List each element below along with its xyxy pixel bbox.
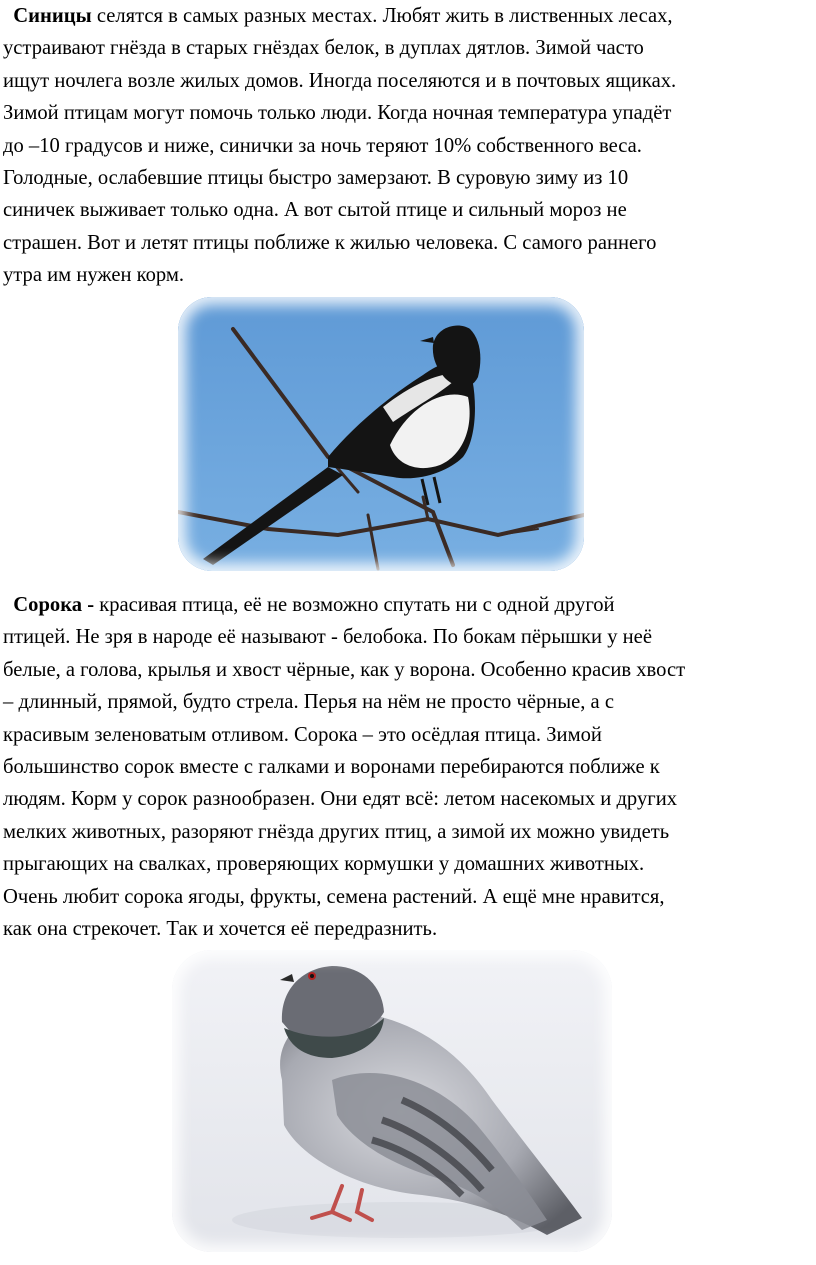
paragraph-line: прыгающих на свалках, проверяющих кормушки у домашних животных.	[3, 853, 645, 876]
paragraph-line: – длинный, прямой, будто стрела. Перья на нём не просто чёрные, а с	[3, 691, 614, 714]
paragraph-line: селятся в самых разных местах. Любят жить в лиственных лесах,	[91, 5, 673, 27]
paragraph-line: страшен. Вот и летят птицы поближе к жилью человека. С самого раннего	[3, 231, 657, 254]
paragraph-line: ищут ночлега возле жилых домов. Иногда поселяются и в почтовых ящиках.	[3, 69, 677, 92]
paragraph-line: Зимой птицам могут помочь только люди. Когда ночная температура упадёт	[3, 102, 672, 125]
paragraph-line: большинство сорок вместе с галками и воронами перебираются поближе к	[3, 756, 660, 779]
paragraph-line: красивым зеленоватым отливом. Сорока – это осёдлая птица. Зимой	[3, 723, 602, 746]
term-titmice: Синицы	[13, 5, 92, 27]
term-magpie: Сорока -	[13, 594, 95, 616]
paragraph-line: белые, а голова, крылья и хвост чёрные, как у ворона. Особенно красив хвост	[3, 658, 686, 681]
paragraph-line: синичек выживает только одна. А вот сытой птице и сильный мороз не	[3, 199, 627, 222]
paragraph-line: утра им нужен корм.	[3, 264, 185, 287]
paragraph-line: птицей. Не зря в народе её называют - белобока. По бокам пёрышки у неё	[3, 626, 652, 649]
paragraph-line: людям. Корм у сорок разнообразен. Они едят всё: летом насекомых и других	[3, 788, 678, 811]
paragraph-line: как она стрекочет. Так и хочется её передразнить.	[3, 918, 438, 941]
magpie-photo	[178, 297, 584, 571]
pigeon-illustration	[172, 950, 612, 1252]
magpie-illustration	[178, 297, 584, 571]
pigeon-photo	[172, 950, 612, 1252]
paragraph-magpie	[3, 589, 813, 945]
paragraph-line: мелких животных, разоряют гнёзда других птиц, а зимой их можно увидеть	[3, 820, 670, 843]
paragraph-line: Очень любит сорока ягоды, фрукты, семена растений. А ещё мне нравится,	[3, 885, 665, 908]
paragraph-titmice	[3, 0, 813, 292]
paragraph-line: до –10 градусов и ниже, синички за ночь теряют 10% собственного веса.	[3, 134, 642, 157]
paragraph-line: красивая птица, её не возможно спутать ни с одной другой	[94, 594, 615, 616]
paragraph-line: Голодные, ослабевшие птицы быстро замерзают. В суровую зиму из 10	[3, 167, 629, 190]
paragraph-line: устраивают гнёзда в старых гнёздах белок, в дуплах дятлов. Зимой часто	[3, 37, 644, 60]
